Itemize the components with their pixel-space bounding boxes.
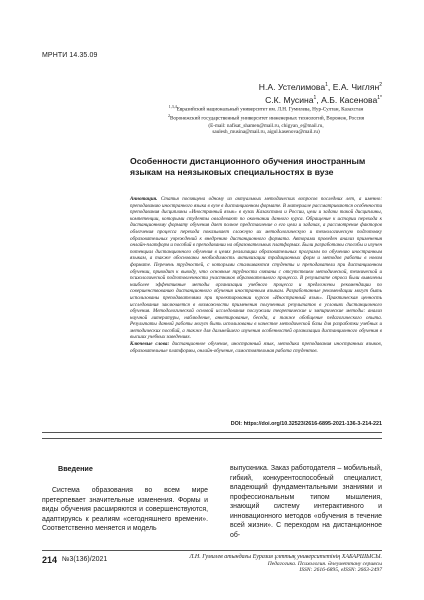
section-heading: Введение: [58, 464, 93, 473]
abstract-paragraph: [130, 196, 382, 341]
body-column-right: выпускника. Заказ работодателя – мобильный, гибкий, конкурентоспособный специалист, владеющий фундаментальными знаниями и профессиональным типом мышления, знающий систему интерактивного и инновационного методов «обучения в течение всей жизни». С переходом на дистанционное об-: [230, 465, 382, 539]
author-affiliation-mark: 1: [325, 82, 328, 88]
journal-issn: ISSN: 2616-6895, eISSN: 2663-2497: [299, 567, 382, 574]
author-name: Н.А. Устелимова: [258, 81, 326, 92]
author-affiliation-mark: 2: [379, 82, 382, 88]
author-name: Е.А. Чиглян: [332, 81, 380, 92]
journal-name: Л.Н. Гумилев атындағы Еуразия ұлттық университетінің ХАБАРШЫСЫ.: [189, 554, 382, 560]
issue-number: №3(136)/2021: [62, 556, 108, 563]
affiliations: [150, 104, 382, 136]
author-name: А.Б. Касенова: [321, 94, 378, 105]
affiliation-line: [150, 113, 382, 122]
affiliation-line: [150, 104, 382, 113]
abstract-label: Аннотация.: [130, 196, 158, 202]
doi-link[interactable]: DOI: https://doi.org/10.32523/2616-6895-2021-136-3-214-221: [230, 421, 382, 427]
affiliation-text: Воронежский государственный университет инженерных технологий, Воронеж, Россия: [169, 116, 365, 123]
abstract-block: [130, 196, 382, 354]
keywords-paragraph: [130, 341, 382, 354]
email-line: saulesh_musina@mail.ru, aigul.kasenova@mail.ru): [212, 129, 320, 136]
article-title: Особенности дистанционного обучения иностранным языкам на неязыковых специальностях в вузе: [130, 156, 366, 177]
keywords-text: дистанционное обучение, иностранный язык, методика преподавания иностранных языков, образовательные платформы, онлайн-обучение, самостоятельная работа студентов.: [130, 341, 382, 354]
author-affiliation-mark: 1*: [377, 94, 382, 101]
journal-footer: [189, 554, 382, 574]
divider-bottom: [42, 438, 382, 439]
affiliation-text: Евразийский национальный университет им. Л.Н. Гумилева, Нур-Султан, Казахстан: [176, 106, 364, 113]
author-affiliation-mark: 1: [313, 94, 317, 101]
author-line-2: С.К. Мусина$^1$, А.Б. Касенова$^{1*}$: [265, 94, 382, 105]
rubric-code: МРНТИ 14.35.09: [42, 52, 98, 59]
journal-series: Педагогика. Психология. Әлеуметтану сериясы: [267, 560, 382, 567]
affiliation-mark: 2: [167, 113, 170, 119]
author-line-1: Н.А. Устелимова$^1$, Е.А. Чиглян$^2$: [258, 81, 382, 92]
author-name: С.К. Мусина: [265, 94, 314, 105]
author-list: [259, 80, 382, 106]
page-number: 214: [42, 555, 58, 565]
divider-top: [42, 432, 382, 433]
abstract-text: Статья посвящена одному из актуальных методических вопросов последних лет, а именно: преподаванию иностранного языка в вузе в дистанционном формате. В материале рассматриваются особенности преподавания дисциплины «Иностранный язык» в вузах Казахстана и России, цели и задачи такой дисциплины, компетенции, которыми студенты овладевают по окончании данного курса. Обращение к истории перехода к дистанционному формату обучения дает полное представление о его цели и задачах, а рассмотрение факторов облегчения процесса перехода показывает сложную их методологическую и технологическую подготовку образовательных учреждений к внедрению дистанционного формата. Авторами проведен анализ применения онлайн-платформ и пособий в преподавании на образовательных платформах. Были разработаны способы и изучен потенциал дистанционного обучения в целях реализации образовательных программ по обучению иностранным языкам, а также обоснованы необходимость активизации традиционных форм и методов работы в новом формате. Перечень трудностей, с которыми сталкиваются студенты и преподаватели при дистанционном обучении, приводит к выводу, что основные трудности связаны с отсутствием методической, технической и психологической подготовленности участников образовательного процесса. В результате опроса были выявлены наиболее эффективные методы организации учебного процесса и предложены рекомендации по совершенствованию дистанционного обучения иностранным языкам. Разработанные рекомендации могут быть использованы преподавателями при проектировании курсов «Иностранный язык». Практическая ценность исследования заключается в возможности применения полученных результатов в условиях дистанционного обучения. Методологической основой исследования послужили теоретические и эмпирические методы: анализ научной литературы, наблюдение, анкетирование, беседа, а также обобщение педагогического опыта. Результаты данной работы могут быть использованы в качестве методической базы для разработки учебных и методических пособий, а также для дальнейшего изучения особенностей организации дистанционного обучения в высших учебных заведениях.: [130, 196, 383, 341]
footer-divider: [42, 550, 382, 551]
email-line: (E-mail: nafisat_shamen@mail.ru, chigyan_e@mail.ru,: [208, 122, 324, 129]
keywords-label: Ключевые слова:: [130, 341, 170, 348]
affiliation-mark: 1,3,4: [168, 104, 177, 109]
body-column-left: Система образования во всем мире претерпевает значительные изменения. Формы и виды обучения расширяются и совершенствуются, адаптируясь к реалиям «сегодняшнего времени». Соответственно меняется и модель: [42, 487, 208, 532]
